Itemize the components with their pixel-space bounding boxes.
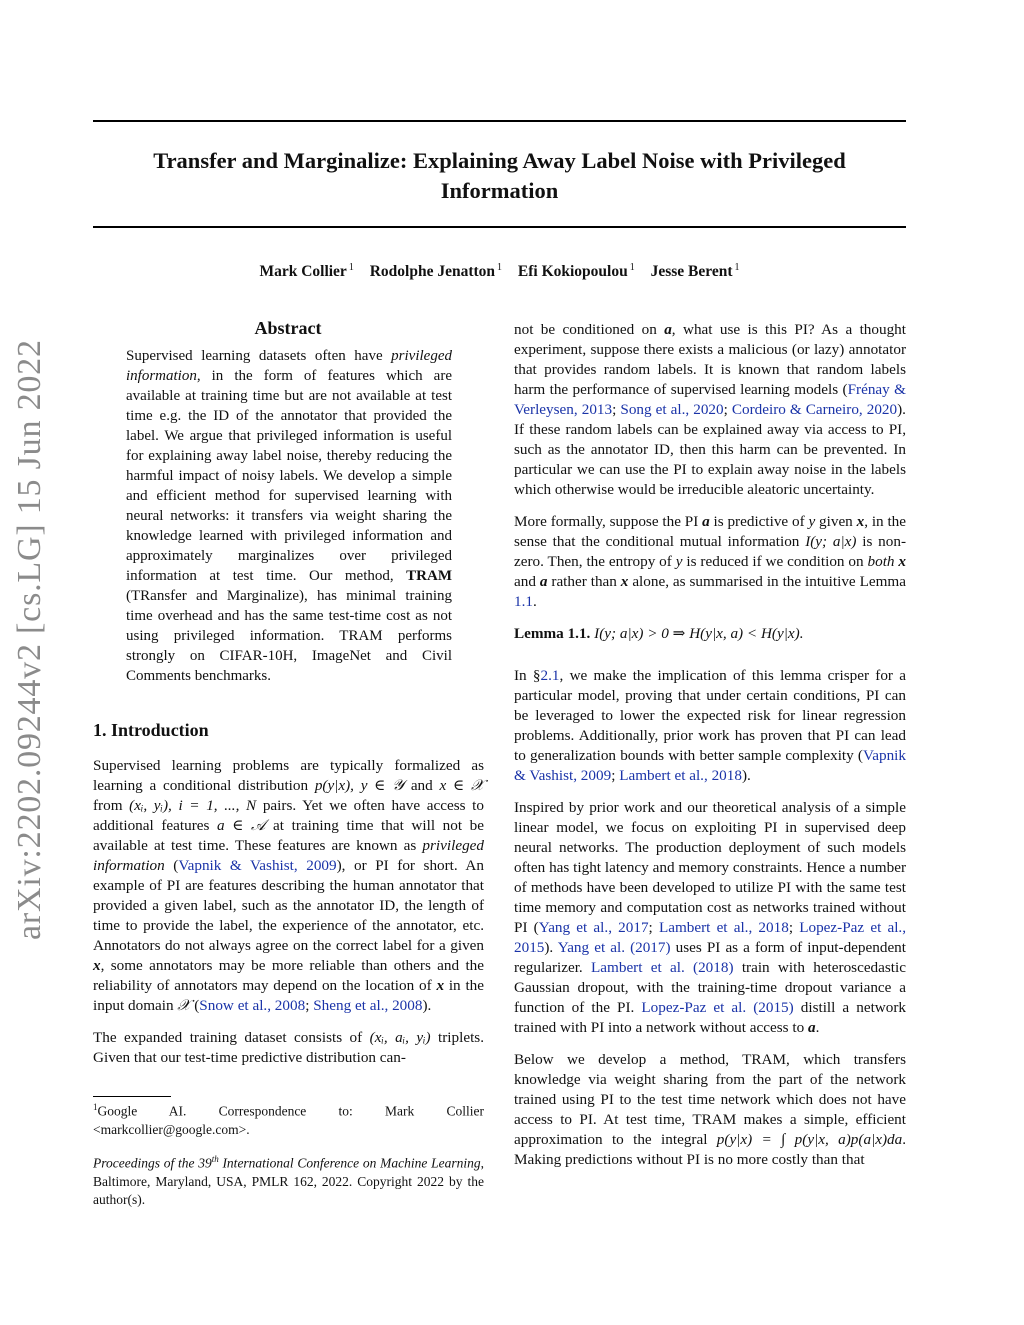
footnote-rule xyxy=(93,1096,171,1097)
author-name: Mark Collier $^1$ xyxy=(259,262,354,281)
arxiv-stamp: arXiv:2202.09244v2 [cs.LG] 15 Jun 2022 xyxy=(11,339,48,940)
author-name: Jesse Berent $^1$ xyxy=(650,262,740,281)
citation-link[interactable]: Lopez-Paz et al. (2015) xyxy=(641,999,794,1016)
citation-link[interactable]: Frénay & Verleysen, 2013 xyxy=(514,381,906,418)
paragraph: not be conditioned on a, what use is this PI? As a thought experiment, suppose there exists a malicious (or lazy) annotator that provides random labels. It is known that random labels harm the performance of supervised learning models (Frénay & Verleysen, 2013; Song et al., 2020; Cordeiro & Carneiro, 2020). If these random labels can be explained away via access to PI, such as the annotator ID, then this harm can be prevented. In particular we can use the PI to explain away noise in the labels which otherwise would be irreducible aleatoric uncertainty. xyxy=(514,321,906,498)
citation-link[interactable]: Cordeiro & Carneiro, 2020 xyxy=(731,401,898,418)
abstract-heading: Abstract xyxy=(254,318,322,338)
paragraph: The expanded training dataset consists of (xᵢ, aᵢ, yᵢ) triplets. Given that our test-time predictive distribution can- xyxy=(93,1029,484,1066)
author-name: Rodolphe Jenatton $^1$ xyxy=(369,262,503,281)
paragraph: Inspired by prior work and our theoretical analysis of a simple linear model, we focus on exploiting PI in supervised deep neural networks. The production deployment of such models often has tight latency and memory constraints. Hence a number of methods have been developed to utilize PI with the same test time memory and computation cost as networks trained without PI (Yang et al., 2017; Lambert et al., 2018; Lopez-Paz et al., 2015). Yang et al. (2017) uses PI as a form of input-dependent regularizer. Lambert et al. (2018) train with heteroscedastic Gaussian dropout, with the training-time dropout variance a function of the PI. Lopez-Paz et al. (2015) distill a network trained with PI into a network without access to a. xyxy=(514,799,907,1036)
citation-link[interactable]: Yang et al., 2017 xyxy=(538,919,649,936)
citation-link[interactable]: Vapnik & Vashist, 2009 xyxy=(178,857,337,874)
citation-link[interactable]: Sheng et al., 2008 xyxy=(313,997,423,1014)
lemma: Lemma 1.1. I(y; a|x) > 0 ⇒ H(y|x, a) < H(y|x). xyxy=(514,625,804,642)
left-column-body xyxy=(93,756,484,1080)
right-column-body xyxy=(514,320,906,1182)
footnote: $^1$Google AI. Correspondence to: Mark Collier <markcollier@google.com>. xyxy=(93,1102,484,1137)
top-rule xyxy=(93,120,906,122)
citation-link[interactable]: Lambert et al., 2018 xyxy=(658,919,789,936)
paragraph: In §2.1, we make the implication of this lemma crisper for a particular model, proving that under certain conditions, PI can be leveraged to lower the expected risk for linear regression problems. Additionally, prior work has proven that PI can lead to generalization bounds with better sample complexity (Vapnik & Vashist, 2009; Lambert et al., 2018). xyxy=(514,667,906,784)
paragraph: Below we develop a method, TRAM, which transfers knowledge via weight sharing from the part of the network trained using PI to the test time network which does not have access to PI. At test time, TRAM makes a simple, efficient approximation to the integral p(y|x) = ∫ p(y|x, a)p(a|x)da. Making predictions without PI is no more costly than that xyxy=(514,1051,906,1168)
citation-link[interactable]: Lambert et al., 2018 xyxy=(619,767,742,784)
citation-link[interactable]: Vapnik & Vashist, 2009 xyxy=(514,747,906,784)
citation-link[interactable]: Song et al., 2020 xyxy=(620,401,724,418)
paragraph: Supervised learning problems are typically formalized as learning a conditional distribution p(y|x), y ∈ 𝒴 and x ∈ 𝒳 from (xᵢ, yᵢ), i = 1, ..., N pairs. Yet we often have access to additional features a ∈ 𝒜 at training time that will not be available at test time. These features are known as privileged information (Vapnik & Vashist, 2009), or PI for short. An example of PI are features describing the human annotator that provided a given label, such as the annotator ID, the length of time to provide the label, the experience of the annotator, etc. Annotators do not always agree on the correct label for a given x, some annotators may be more reliable than others and the reliability of annotators may depend on the location of x in the input domain 𝒳 (Snow et al., 2008; Sheng et al., 2008). xyxy=(93,757,485,1014)
author-name: Efi Kokiopoulou $^1$ xyxy=(517,262,635,281)
section-ref-link[interactable]: 2.1 xyxy=(540,667,560,684)
title-bottom-rule xyxy=(93,226,906,228)
author-list xyxy=(93,262,906,281)
lemma-ref-link[interactable]: 1.1 xyxy=(514,593,533,610)
paragraph: More formally, suppose the PI a is predictive of y given x, in the sense that the conditional mutual information I(y; a|x) is non-zero. Then, the entropy of y is reduced if we condition on both x and a rather than x alone, as summarised in the intuitive Lemma 1.1. xyxy=(514,513,907,610)
abstract-body: Supervised learning datasets often have privileged information, in the form of features which are available at training time but are not available at test time e.g. the ID of the annotator that provided the label. We argue that privileged information is useful for explaining away label noise, thereby reducing the harmful impact of noisy labels. We develop a simple and efficient method for supervised learning with neural networks: it transfers via weight sharing the knowledge learned with privileged information and approximately marginalizes over privileged information at test time. Our method, TRAM (TRansfer and Marginalize), has minimal training time overhead and has the same test-time cost as not using privileged information. TRAM performs strongly on CIFAR-10H, ImageNet and Civil Comments benchmarks. xyxy=(126,348,452,684)
paper-title: Transfer and Marginalize: Explaining Away Label Noise with Privileged Information xyxy=(153,148,846,203)
citation-link[interactable]: Snow et al., 2008 xyxy=(199,997,306,1014)
citation-link[interactable]: Lambert et al. (2018) xyxy=(591,959,734,976)
section-heading-introduction: 1. Introduction xyxy=(93,720,209,740)
proceedings-note: Proceedings of the 39th International Conference on Machine Learning, Baltimore, Maryland, USA, PMLR 162, 2022. Copyright 2022 by the author(s). xyxy=(93,1154,484,1207)
citation-link[interactable]: Yang et al. (2017) xyxy=(557,939,671,956)
citation-link[interactable]: Lopez-Paz et al., 2015 xyxy=(514,919,907,956)
